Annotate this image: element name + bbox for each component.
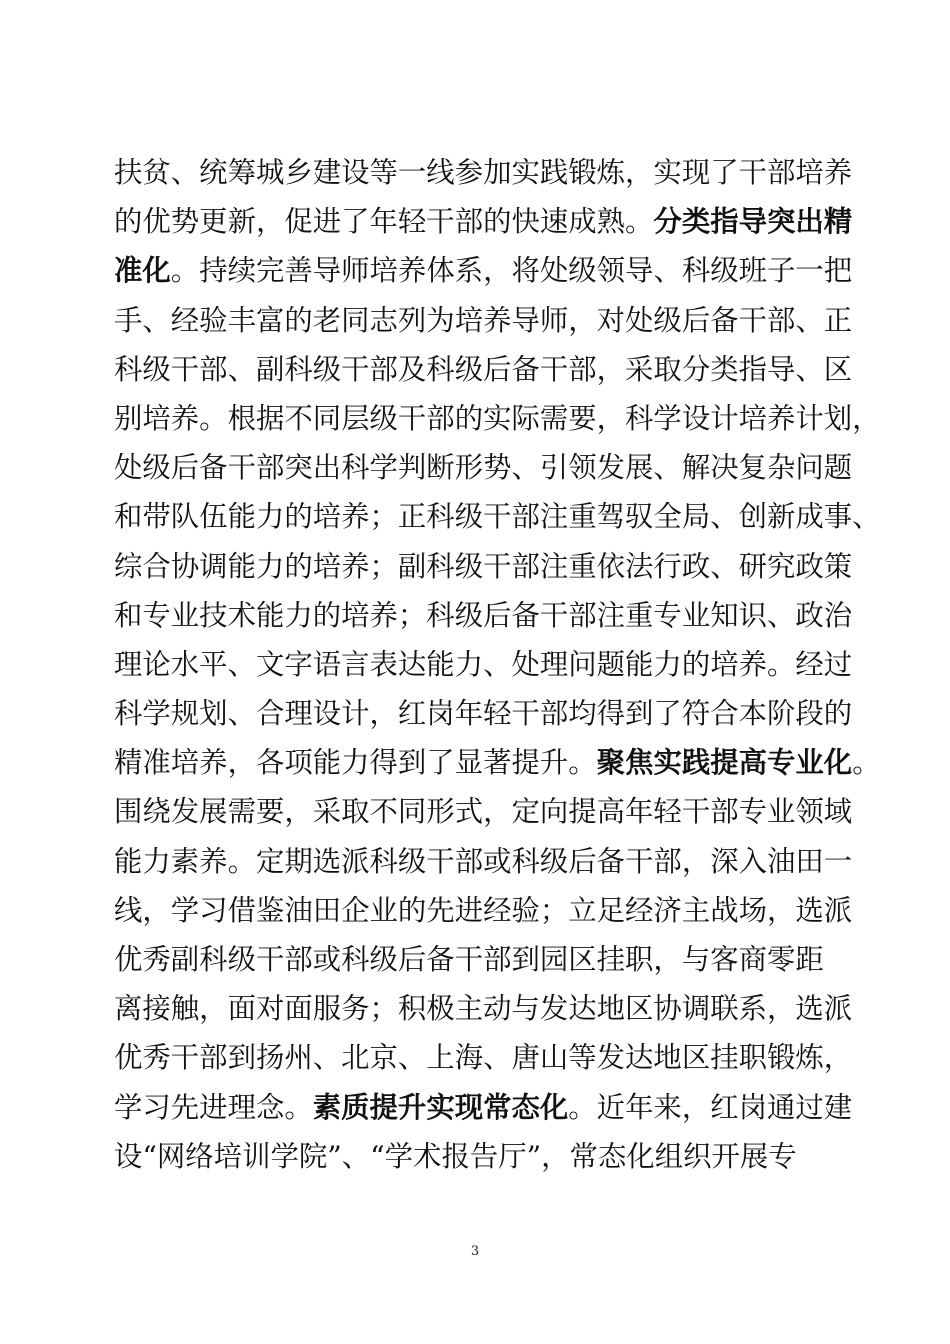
text-segment: 和带队伍能力的培养；正科级干部注重驾驭全局、创新成事、 bbox=[114, 500, 881, 534]
text-segment: 围绕发展需要，采取不同形式，定向提高年轻干部专业领域 bbox=[114, 795, 853, 829]
text-segment: 的优势更新，促进了年轻干部的快速成熟。 bbox=[114, 205, 654, 239]
text-line bbox=[114, 345, 853, 394]
text-segment: 科学规划、合理设计，红岗年轻干部均得到了符合本阶段的 bbox=[114, 697, 853, 731]
text-segment: 别培养。根据不同层级干部的实际需要，科学设计培养计划， bbox=[114, 401, 881, 435]
text-segment: 。近年来，红岗通过建 bbox=[568, 1090, 853, 1124]
text-line bbox=[114, 443, 853, 492]
text-line bbox=[114, 296, 853, 345]
bold-heading-text: 素质提升实现常态化 bbox=[312, 1089, 569, 1124]
text-line bbox=[114, 640, 853, 689]
text-segment: 扶贫、统筹城乡建设等一线参加实践锻炼，实现了干部培养 bbox=[114, 156, 853, 189]
text-line bbox=[114, 148, 853, 197]
body-text bbox=[114, 148, 881, 1181]
text-line bbox=[114, 542, 853, 591]
text-line bbox=[114, 1033, 853, 1082]
text-line bbox=[114, 984, 853, 1033]
text-segment: 能力素养。定期选派科级干部或科级后备干部，深入油田一 bbox=[114, 844, 853, 878]
text-line bbox=[114, 246, 853, 295]
text-line bbox=[114, 492, 881, 541]
text-line bbox=[114, 591, 853, 640]
text-segment: 处级后备干部突出科学判断形势、引领发展、解决复杂问题 bbox=[114, 451, 853, 485]
text-segment: 线，学习借鉴油田企业的先进经验；立足经济主战场，选派 bbox=[114, 893, 853, 927]
bold-heading-text: 准化 bbox=[114, 253, 171, 288]
text-segment: 。持续完善导师培养体系，将处级领导、科级班子一把 bbox=[170, 254, 853, 288]
text-segment: 学习先进理念。 bbox=[114, 1090, 313, 1124]
text-line bbox=[114, 837, 853, 886]
text-segment: 手、经验丰富的老同志列为培养导师，对处级后备干部、正 bbox=[114, 303, 853, 337]
bold-heading-text: 分类指导突出精 bbox=[653, 204, 853, 239]
text-segment: 优秀副科级干部或科级后备干部到园区挂职，与客商零距 bbox=[114, 943, 824, 976]
text-line bbox=[114, 738, 881, 787]
page-number: 3 bbox=[470, 1244, 480, 1259]
text-line bbox=[114, 787, 853, 836]
text-segment: 和专业技术能力的培养；科级后备干部注重专业知识、政治 bbox=[114, 598, 853, 632]
text-segment: 科级干部、副科级干部及科级后备干部，采取分类指导、区 bbox=[114, 352, 853, 386]
text-segment: 精准培养，各项能力得到了显著提升。 bbox=[114, 746, 597, 780]
text-line bbox=[114, 197, 853, 246]
text-line bbox=[114, 935, 838, 984]
text-line bbox=[114, 886, 853, 935]
text-segment: 综合协调能力的培养；副科级干部注重依法行政、研究政策 bbox=[114, 549, 853, 583]
text-line bbox=[114, 689, 853, 738]
bold-heading-text: 聚焦实践提高专业化 bbox=[596, 745, 853, 780]
text-segment: 理论水平、文字语言表达能力、处理问题能力的培养。经过 bbox=[114, 647, 853, 681]
text-segment: 优秀干部到扬州、北京、上海、唐山等发达地区挂职锻炼， bbox=[114, 1041, 853, 1075]
text-line bbox=[114, 394, 881, 443]
text-segment: 设“网络培训学院”、“学术报告厅”，常态化组织开展专 bbox=[114, 1139, 797, 1173]
text-line bbox=[114, 1132, 838, 1181]
text-line bbox=[114, 1083, 853, 1132]
text-segment: 。 bbox=[852, 746, 881, 780]
text-segment: 离接触，面对面服务；积极主动与发达地区协调联系，选派 bbox=[114, 992, 853, 1026]
